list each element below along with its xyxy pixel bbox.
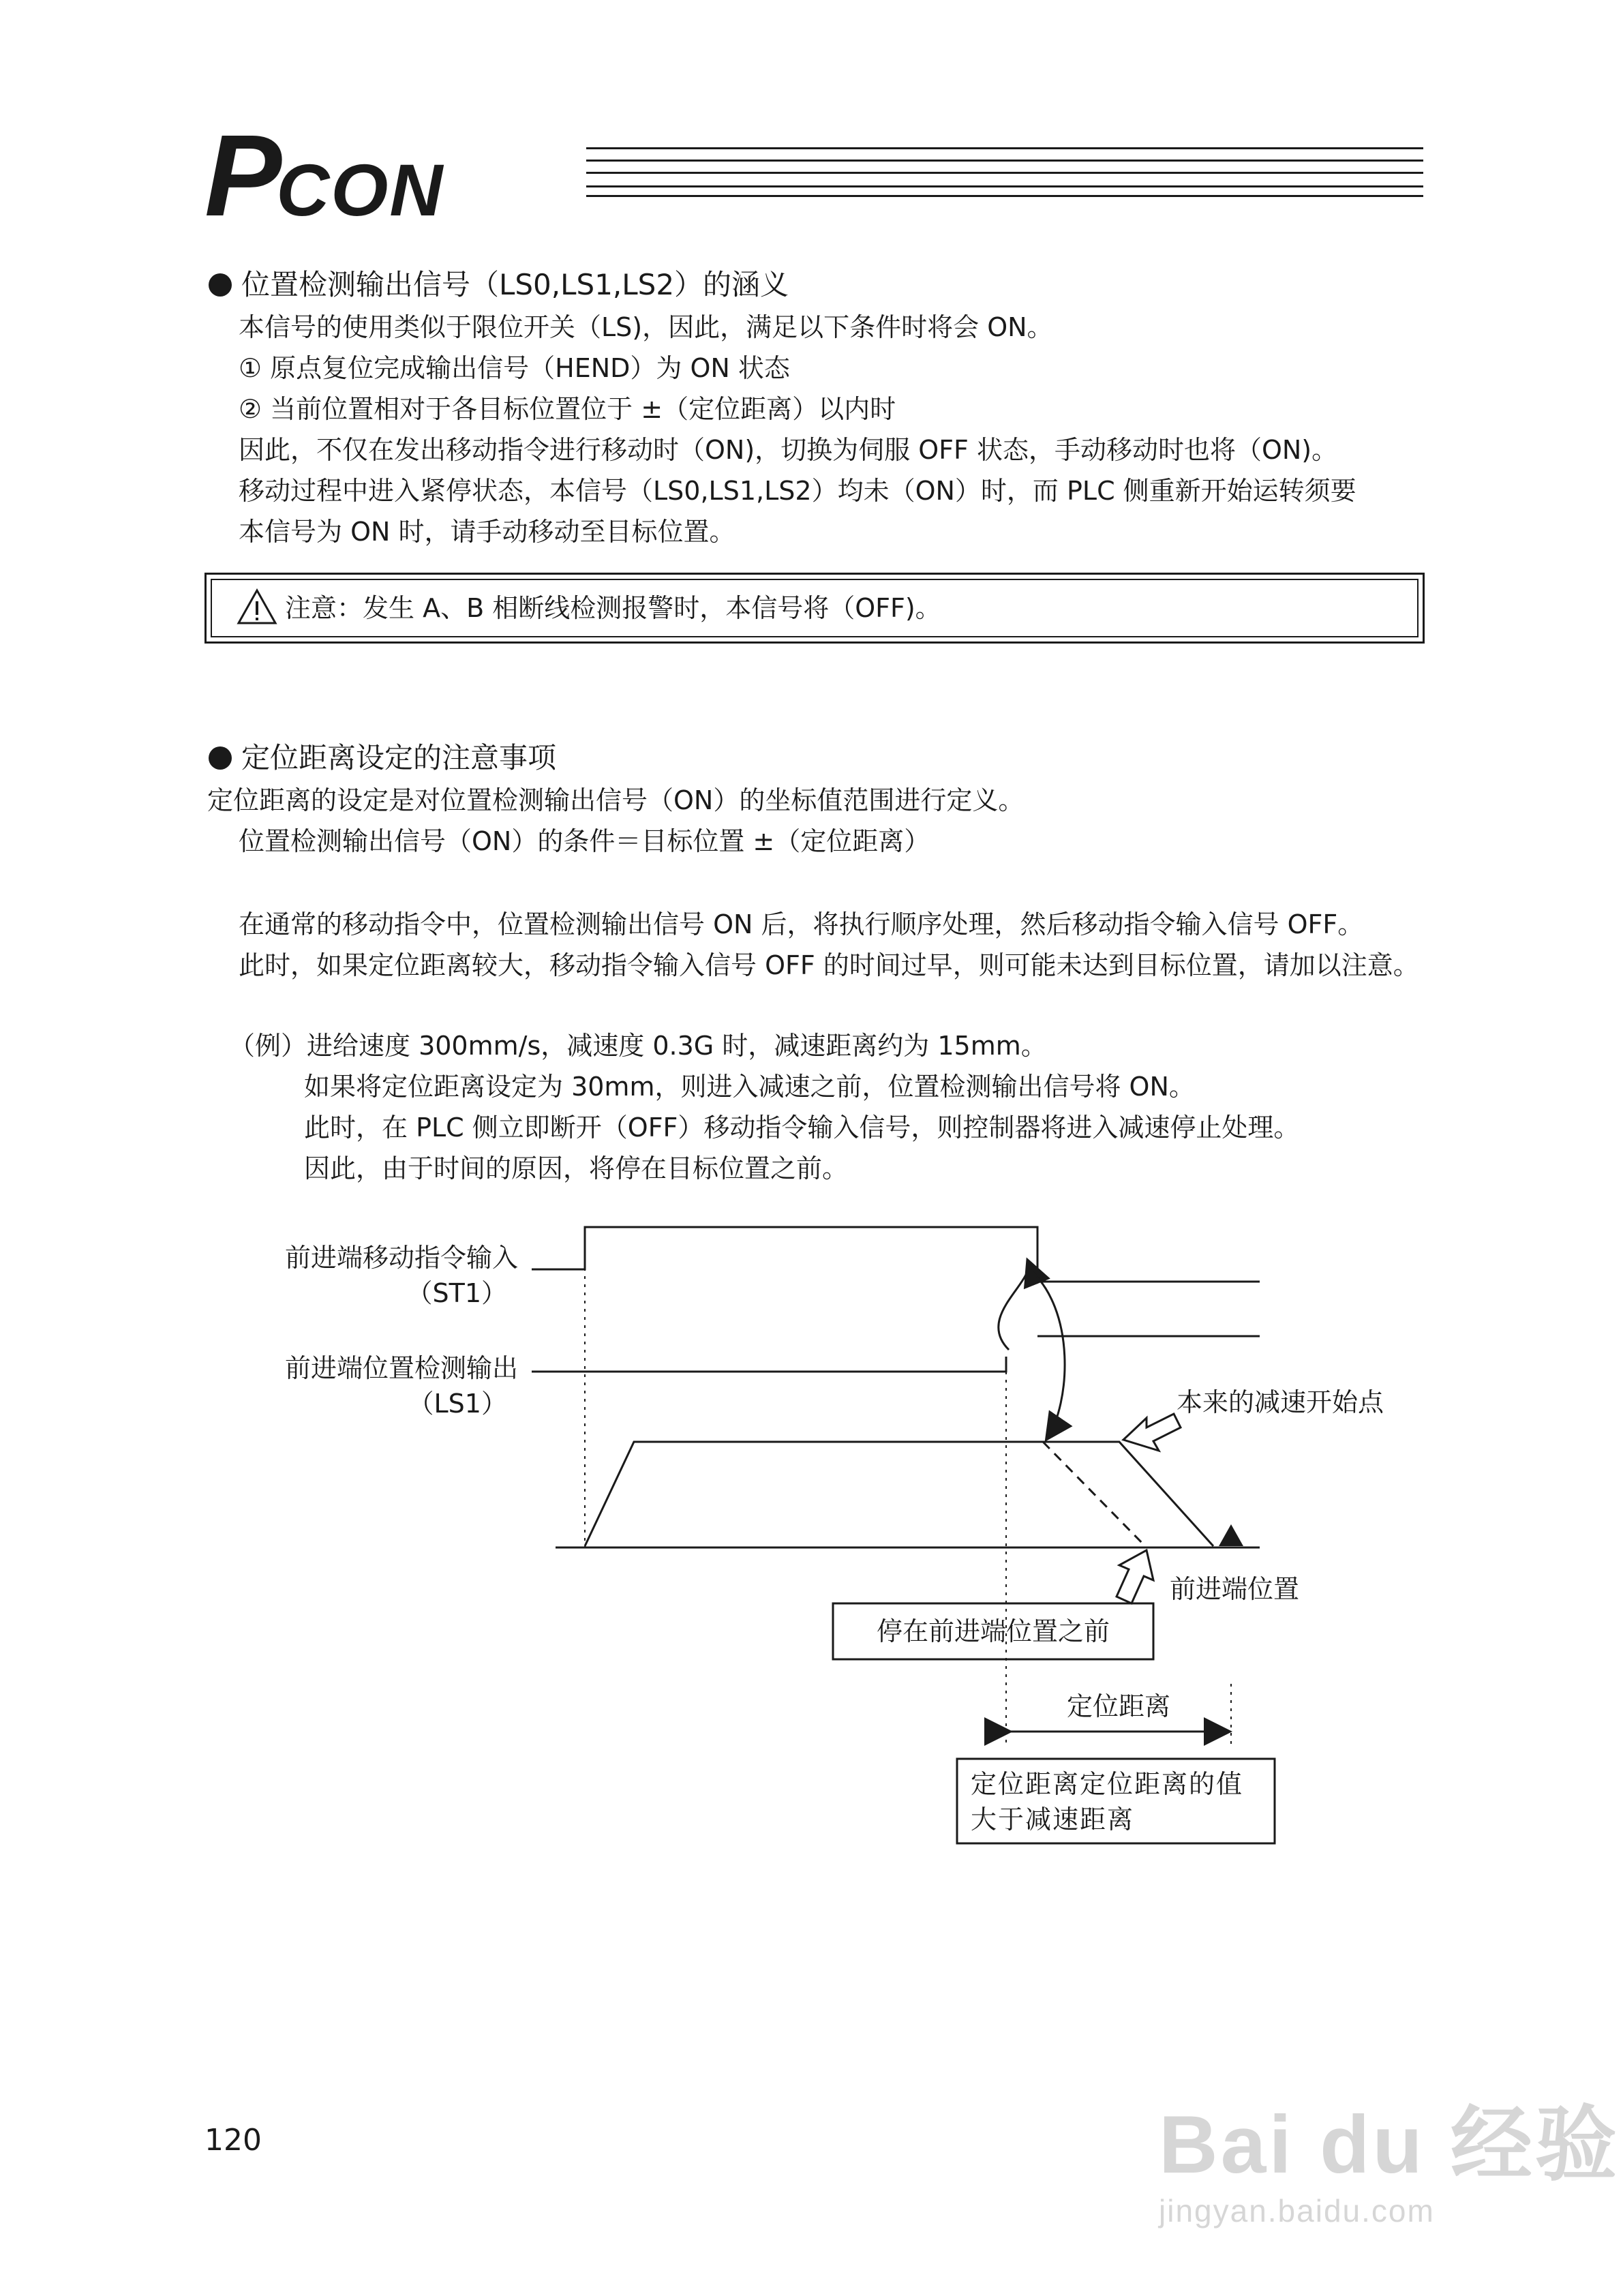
actual-decel-dashed-line bbox=[1043, 1442, 1145, 1546]
logo-con: CON bbox=[276, 149, 444, 231]
section1-line-4: 因此，不仅在发出移动指令进行移动时（ON)，切换为伺服 OFF 状态，手动移动时也将（ON)。 bbox=[239, 435, 1338, 465]
watermark-url: jingyan.baidu.com bbox=[1159, 2193, 1435, 2229]
stop-hollow-arrow bbox=[1117, 1550, 1153, 1603]
velocity-profile bbox=[556, 1442, 1260, 1547]
section1-line-3: ② 当前位置相对于各目标位置位于 ±（定位距离）以内时 bbox=[239, 394, 896, 424]
ls1-label: 前进端位置检测输出 bbox=[284, 1353, 518, 1383]
page-number: 120 bbox=[204, 2123, 262, 2158]
section1-line-6: 本信号为 ON 时，请手动移动至目标位置。 bbox=[239, 517, 735, 547]
st1-signal-line bbox=[532, 1227, 1260, 1282]
example-line-2: 如果将定位距离设定为 30mm，则进入减速之前，位置检测输出信号将 ON。 bbox=[304, 1072, 1195, 1102]
example-line-1: （例）进给速度 300mm/s，减速度 0.3G 时，减速距离约为 15mm。 bbox=[229, 1031, 1047, 1061]
distance-note-line-2: 大于减速距离 bbox=[971, 1804, 1135, 1834]
st1-code: （ST1） bbox=[406, 1278, 507, 1308]
section2-heading-text: 定位距离设定的注意事项 bbox=[241, 741, 557, 774]
decel-start-label: 本来的减速开始点 bbox=[1177, 1387, 1384, 1417]
distance-note-line-1: 定位距离定位距离的值 bbox=[971, 1769, 1244, 1799]
target-position-triangle bbox=[1219, 1524, 1243, 1546]
section2-para-1: 在通常的移动指令中，位置检测输出信号 ON 后，将执行顺序处理，然后移动指令输入信号 OFF。 bbox=[239, 909, 1364, 939]
stop-before-label: 停在前进端位置之前 bbox=[876, 1616, 1110, 1646]
section2-line-2: 位置检测输出信号（ON）的条件＝目标位置 ±（定位距离） bbox=[239, 826, 930, 856]
caution-text: 注意：发生 A、B 相断线检测报警时，本信号将（OFF)。 bbox=[285, 593, 941, 623]
forward-position-label: 前进端位置 bbox=[1170, 1574, 1300, 1604]
positioning-distance-label: 定位距离 bbox=[1066, 1691, 1170, 1721]
transition-curved-arrows bbox=[999, 1261, 1065, 1438]
section1-line-5: 移动过程中进入紧停状态，本信号（LS0,LS1,LS2）均未（ON）时，而 PLC 侧重新开始运转须要 bbox=[239, 476, 1356, 506]
st1-label: 前进端移动指令输入 bbox=[284, 1243, 518, 1273]
watermark-main: Bai du 经验 bbox=[1159, 2099, 1620, 2190]
section1-line-2: ① 原点复位完成输出信号（HEND）为 ON 状态 bbox=[239, 353, 790, 383]
ls1-signal-line bbox=[532, 1357, 1006, 1372]
logo-p: P bbox=[204, 111, 277, 241]
baidu-watermark bbox=[1159, 2079, 1620, 2229]
section1-line-1: 本信号的使用类似于限位开关（LS)，因此，满足以下条件时将会 ON。 bbox=[239, 312, 1053, 342]
section2-line-1: 定位距离的设定是对位置检测输出信号（ON）的坐标值范围进行定义。 bbox=[207, 785, 1025, 815]
section2-para-2: 此时，如果定位距离较大，移动指令输入信号 OFF 的时间过早，则可能未达到目标位置，请加以注意。 bbox=[239, 950, 1419, 980]
example-line-3: 此时，在 PLC 侧立即断开（OFF）移动指令输入信号，则控制器将进入减速停止处理。 bbox=[304, 1113, 1300, 1143]
ls1-code: （LS1） bbox=[408, 1389, 507, 1419]
section1-heading-text: 位置检测输出信号（LS0,LS1,LS2）的涵义 bbox=[241, 268, 789, 301]
example-line-4: 因此，由于时间的原因，将停在目标位置之前。 bbox=[304, 1153, 849, 1183]
decel-start-hollow-arrow bbox=[1123, 1414, 1181, 1451]
